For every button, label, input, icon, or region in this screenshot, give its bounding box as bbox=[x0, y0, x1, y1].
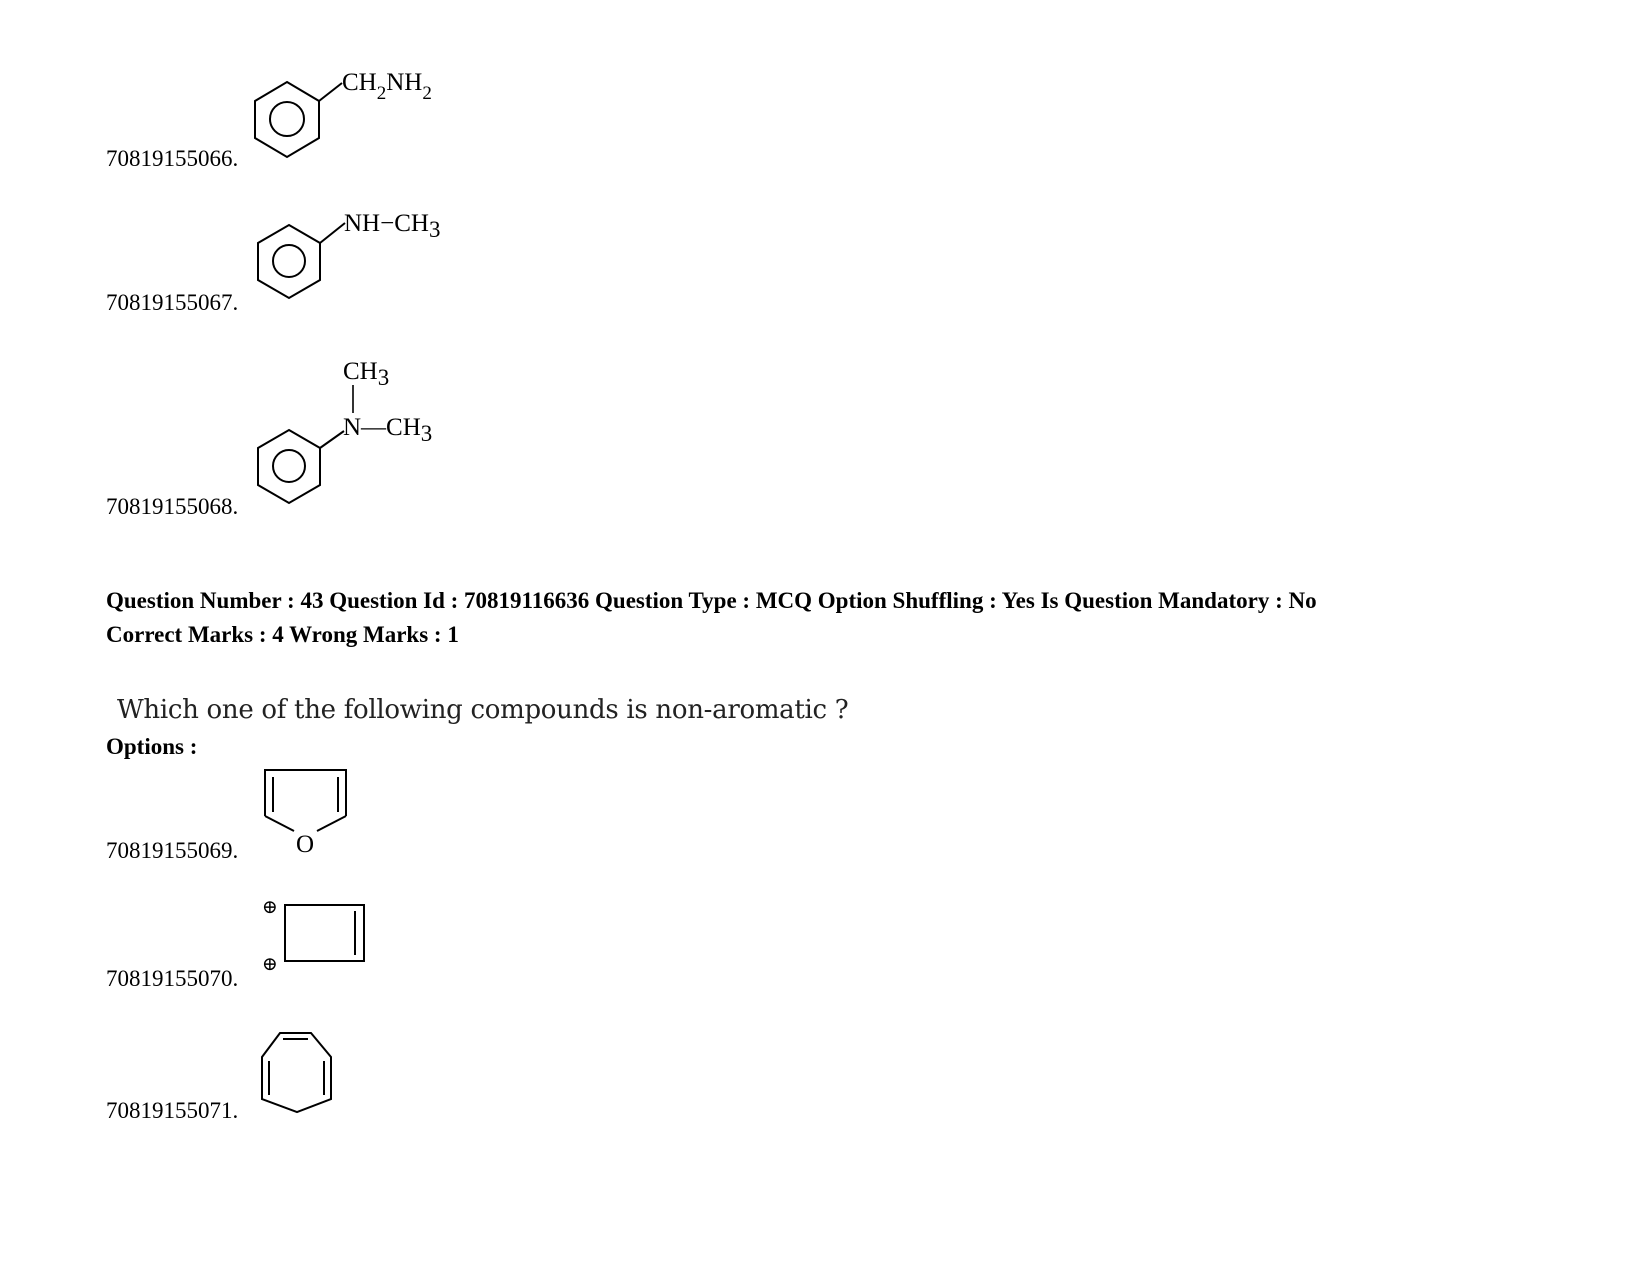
dimethylaniline-structure bbox=[252, 355, 492, 515]
option-id-70: 70819155070. bbox=[106, 966, 239, 991]
sub-2-label: 2 bbox=[376, 83, 387, 104]
ch-top-label: CH bbox=[343, 358, 378, 385]
benzylamine-structure bbox=[250, 70, 470, 170]
question-text: Which one of the following compounds is non-aromatic ? bbox=[117, 695, 849, 725]
option-id-71: 70819155071. bbox=[106, 1098, 239, 1123]
option-id-3: 70819155068. bbox=[106, 494, 239, 519]
furan-structure bbox=[258, 765, 358, 865]
svg-text:N—CH3 bbox=[343, 414, 432, 446]
options-label: Options : bbox=[106, 734, 198, 759]
svg-text:CH3 bbox=[343, 358, 389, 390]
option-id-1: 70819155066. bbox=[106, 146, 239, 171]
nh-ch-label: NH−CH bbox=[344, 210, 429, 237]
option-id-2: 70819155067. bbox=[106, 290, 239, 315]
nh-label: NH bbox=[386, 69, 423, 96]
option-id-69: 70819155069. bbox=[106, 838, 239, 863]
sub-3-right-label: 3 bbox=[420, 421, 433, 446]
cycloheptatriene-structure bbox=[258, 1025, 358, 1125]
sub-2-label-b: 2 bbox=[422, 83, 432, 104]
ch-label: CH bbox=[342, 69, 377, 96]
svg-text:CH2NH2 bbox=[342, 69, 432, 104]
oxygen-label: O bbox=[296, 831, 315, 858]
question-meta-line-2: Correct Marks : 4 Wrong Marks : 1 bbox=[106, 622, 459, 647]
n-methylaniline-structure bbox=[252, 205, 492, 305]
plus-charge-bottom: ⊕ bbox=[262, 954, 278, 975]
cyclobutene-dication-structure bbox=[260, 895, 380, 985]
n-ch-label: N—CH bbox=[343, 414, 421, 441]
sub-3-top-label: 3 bbox=[377, 365, 390, 390]
plus-charge-top: ⊕ bbox=[262, 897, 278, 918]
sub-3-label: 3 bbox=[428, 217, 441, 242]
question-meta-line-1: Question Number : 43 Question Id : 70819116636 Question Type : MCQ Option Shuffling : Yes Is Question Mandatory : No bbox=[106, 588, 1317, 613]
svg-text:NH−CH3 bbox=[344, 210, 440, 242]
